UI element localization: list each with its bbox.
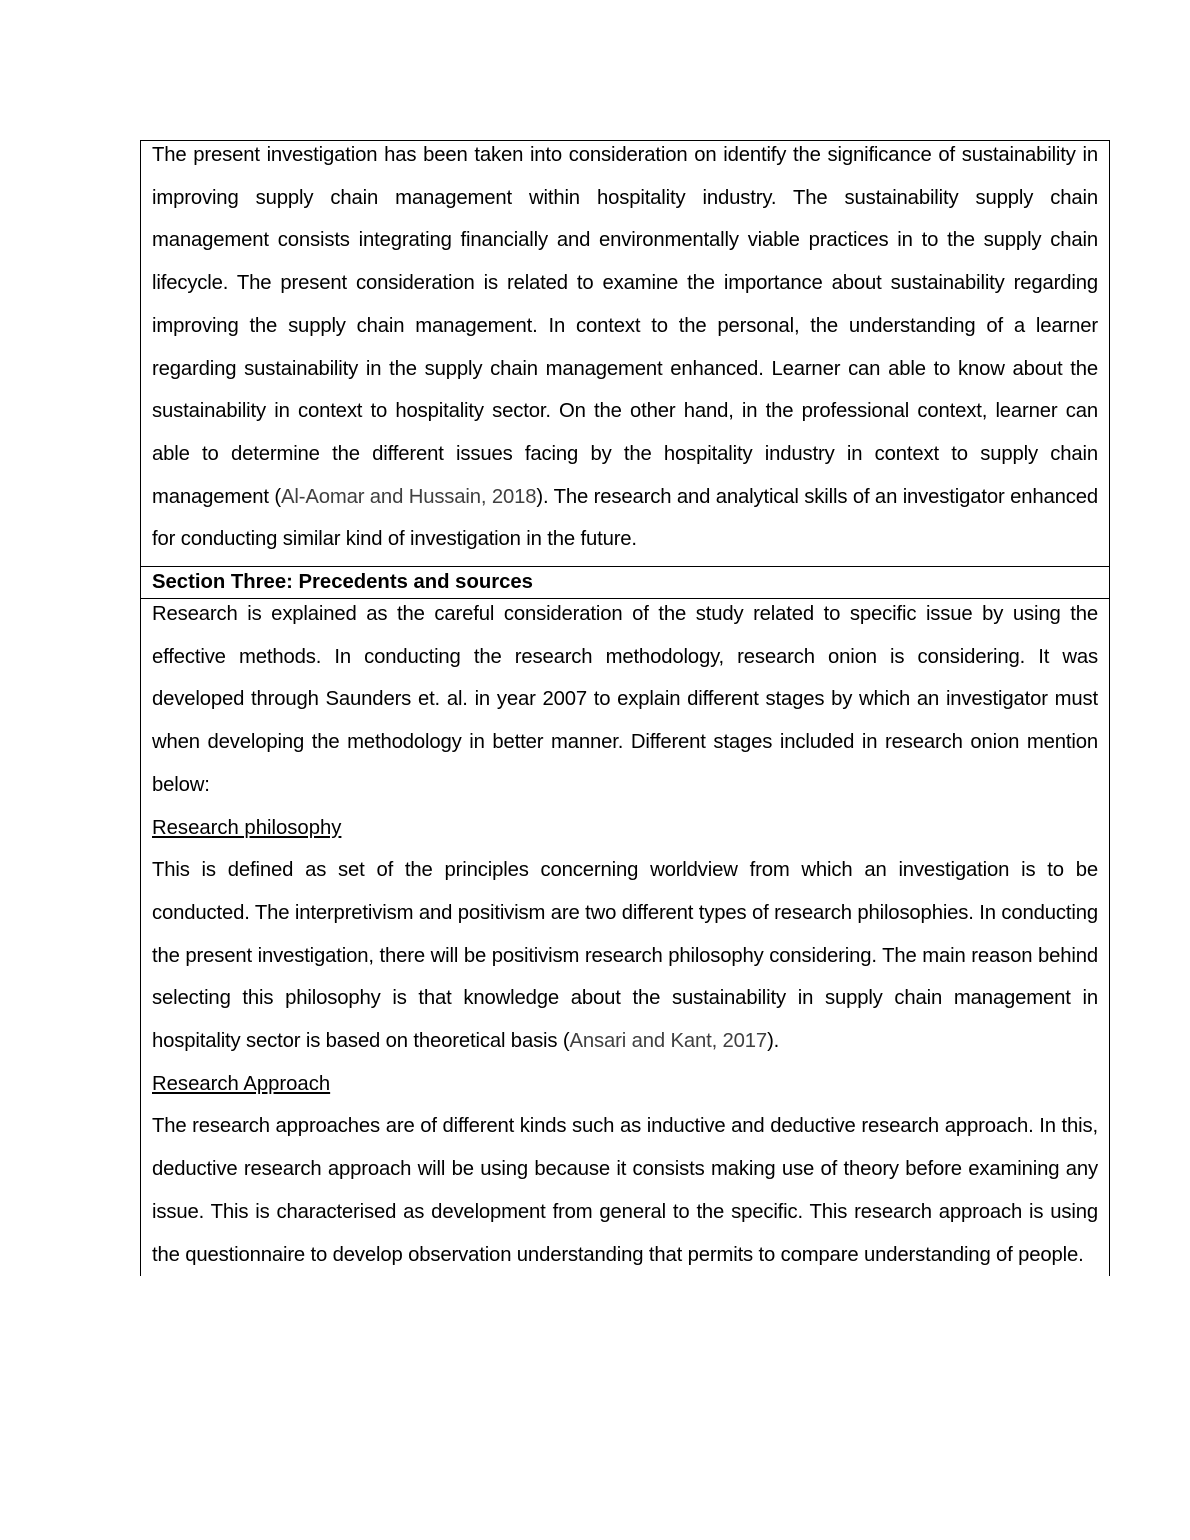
research-intro-paragraph: Research is explained as the careful consideration of the study related to specific issue by using the effective methods. In conducting the research methodology, research onion is considering. It was developed through Saunders et. al. in year 2007 to explain different stages by which an investigator must when developing the methodology in better manner. Different stages included in research onion mention below: xyxy=(152,603,1098,796)
research-approach-heading: Research Approach xyxy=(152,1072,331,1095)
research-approach-paragraph: The research approaches are of different kinds such as inductive and deductive research approach. In this, deductive research approach will be using because it consists making use of theory before examining any issue. This is characterised as development from general to the specific. This research approach is using the questionnaire to develop observation understanding that permits to compare understanding of people. xyxy=(152,1115,1098,1266)
philosophy-text-end: ). xyxy=(767,1030,780,1053)
research-philosophy-heading: Research philosophy xyxy=(152,816,342,839)
research-philosophy-paragraph xyxy=(152,849,1098,1063)
philosophy-text: This is defined as set of the principles concerning worldview from which an investigation is to be conducted. The interpretivism and positivism are two different types of research philosophies. In conducting the present investigation, there will be positivism research philosophy considering. The main reason behind selecting this philosophy is that knowledge about the sustainability in supply chain management in hospitality sector is based on theoretical basis ( xyxy=(152,859,1098,1053)
intro-text: The present investigation has been taken into consideration on identify the significance of sustainability in improving supply chain management within hospitality industry. The sustainability supply chain management consists integrating financially and environmentally viable practices in to the supply chain lifecycle. The present consideration is related to examine the importance about sustainability regarding improving the supply chain management. In context to the personal, the understanding of a learner regarding sustainability in the supply chain management enhanced. Learner can able to know about the sustainability in context to hospitality sector. On the other hand, in the professional context, learner can able to determine the different issues facing by the hospitality industry in context to supply chain management ( xyxy=(152,144,1098,508)
intro-text-end: ). The research and analytical skills of an investigator enhanced for conducting similar kind of investigation in the future. xyxy=(152,485,1099,551)
philosophy-citation: Ansari and Kant, 2017 xyxy=(569,1030,768,1053)
intro-citation: Al-Aomar and Hussain, 2018 xyxy=(280,485,537,508)
content-table xyxy=(140,140,1110,1276)
intro-cell xyxy=(141,134,1109,566)
section-body-cell xyxy=(141,598,1109,1276)
section-three-heading: Section Three: Precedents and sources xyxy=(152,571,533,594)
intro-paragraph xyxy=(152,134,1098,566)
